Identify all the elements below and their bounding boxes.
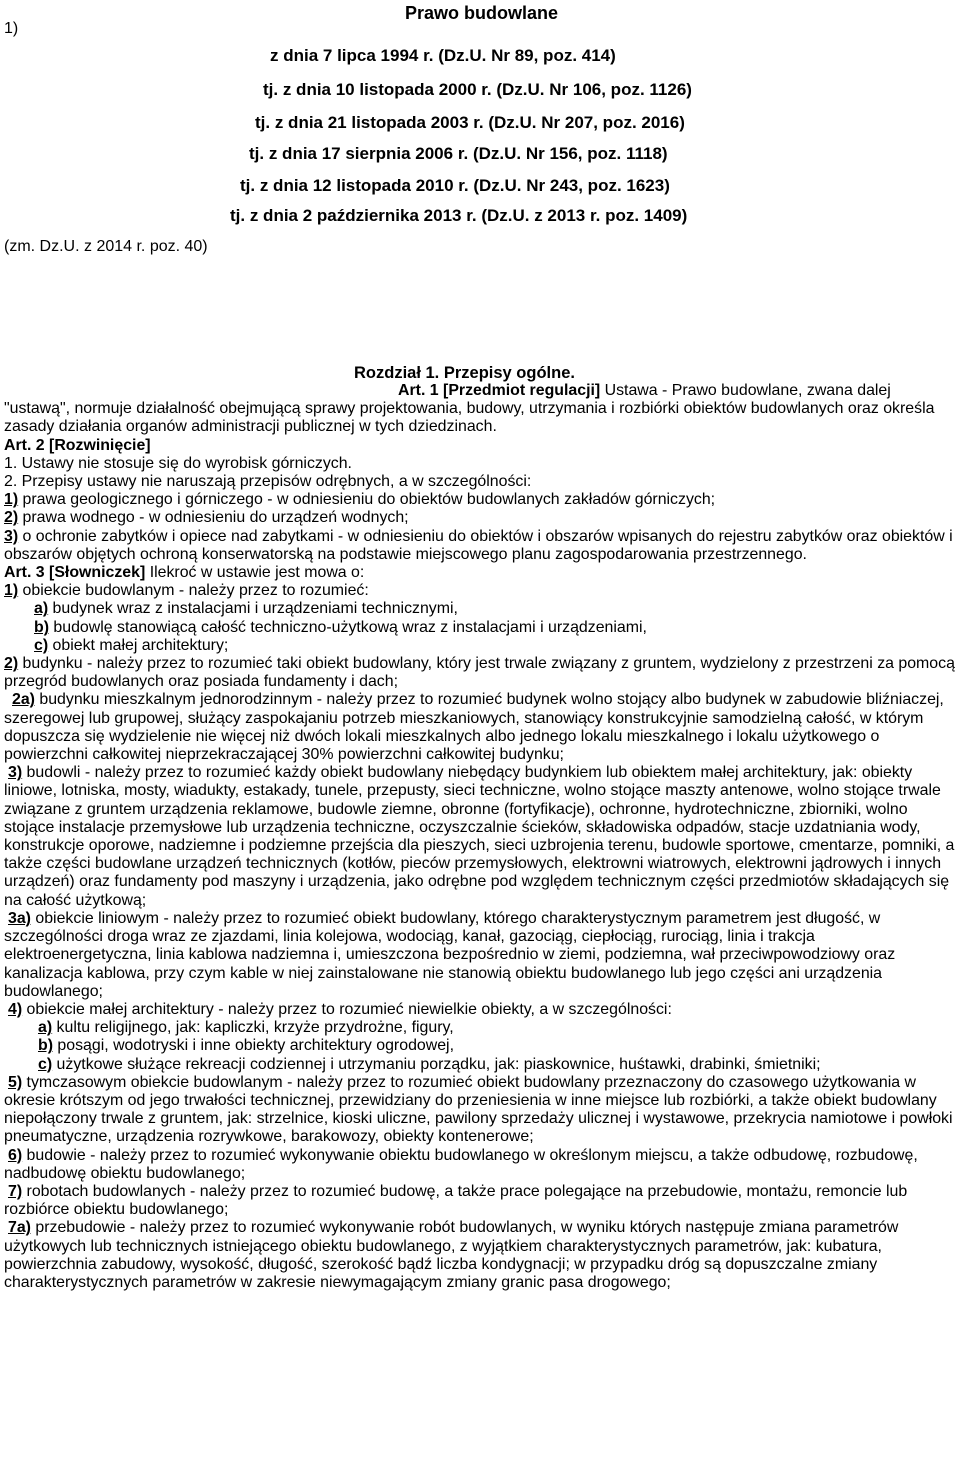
history-line-4: tj. z dnia 17 sierpnia 2006 r. (Dz.U. Nr 156, poz. 1118) bbox=[249, 144, 668, 163]
item-number: c) bbox=[34, 636, 49, 654]
history-line-1: z dnia 7 lipca 1994 r. (Dz.U. Nr 89, poz. 414) bbox=[270, 46, 616, 65]
definition-1 bbox=[4, 582, 956, 600]
item-number: a) bbox=[38, 1019, 53, 1037]
item-text: prawa wodnego - w odniesieniu do urządzeń wodnych; bbox=[18, 509, 409, 527]
item-text: kultu religijnego, jak: kapliczki, krzyże przydrożne, figury, bbox=[52, 1019, 454, 1037]
definition-7 bbox=[4, 1183, 956, 1219]
item-text: o ochronie zabytków i opiece nad zabytkami - w odniesieniu do obiektów i obszarów wpisanych do rejestru zabytków oraz obiektów i obszarów objętych ochroną konserwatorską na podstawie miejscowego planu zagospodarowania przestrzennego. bbox=[4, 527, 953, 563]
amendment-note: (zm. Dz.U. z 2014 r. poz. 40) bbox=[4, 238, 208, 255]
item-text: robotach budowlanych - należy przez to rozumieć budowę, a także prace polegające na przebudowie, montażu, remoncie lub rozbiórce obiektu budowlanego; bbox=[4, 1182, 908, 1219]
definition-2a bbox=[4, 691, 956, 764]
definition-1a bbox=[4, 600, 956, 618]
definition-2 bbox=[4, 655, 956, 691]
item-text: budynku mieszkalnym jednorodzinnym - należy przez to rozumieć budynek wolno stojący albo budynek w zabudowie bliźniaczej, szeregowej lub grupowej, służący zaspokajaniu potrzeb mieszkaniowych, stanowiący konstrukcyjnie samodzielną całość, w którym dopuszcza się wydzielenie nie więcej niż dwóch lokali mieszkalnych albo jednego lokalu mieszkalnego i lokalu użytkowego o powierzchni całkowitej nieprzekraczającej 30% powierzchni całkowitej budynku; bbox=[4, 691, 944, 764]
item-text: budynek wraz z instalacjami i urządzeniami technicznymi, bbox=[48, 600, 458, 618]
definition-4b bbox=[4, 1037, 956, 1055]
history-line-3: tj. z dnia 21 listopada 2003 r. (Dz.U. Nr 207, poz. 2016) bbox=[255, 113, 685, 132]
history-line-2: tj. z dnia 10 listopada 2000 r. (Dz.U. Nr 106, poz. 1126) bbox=[263, 80, 692, 99]
item-number: 1) bbox=[4, 582, 19, 600]
item-text: przebudowie - należy przez to rozumieć wykonywanie robót budowlanych, w wyniku których następuje zmiana parametrów użytkowych lub technicznych istniejącego obiektu budowlanego, z wyjątkiem charakterystycznych parametrów, jak: kubatura, powierzchnia zabudowy, wysokość, długość, szerokość bądź liczba kondygnacji; w przypadku dróg są dopuszczalne zmiany charakterystycznych parametrów w zakresie niewymagającym zmiany granic pasa drogowego; bbox=[4, 1219, 899, 1291]
footnote-marker: 1) bbox=[4, 20, 19, 37]
art-1 bbox=[4, 382, 956, 437]
item-text: budowlę stanowiącą całość techniczno-użytkową wraz z instalacjami i urządzeniami, bbox=[49, 618, 647, 636]
item-text: budowie - należy przez to rozumieć wykonywanie obiektu budowlanego w określonym miejscu, a także odbudowę, rozbudowę, nadbudowę obiektu budowlanego; bbox=[4, 1146, 918, 1182]
art-2-paragraph-2: 2. Przepisy ustawy nie naruszają przepisów odrębnych, a w szczególności: bbox=[4, 473, 532, 491]
definition-5 bbox=[4, 1074, 956, 1147]
definition-4a bbox=[4, 1019, 956, 1037]
item-number: 7) bbox=[8, 1182, 23, 1200]
document-body bbox=[4, 382, 956, 1292]
art-1-label: Art. 1 [Przedmiot regulacji] bbox=[398, 382, 601, 399]
item-text: użytkowe służące rekreacji codziennej i utrzymaniu porządku, jak: piaskownice, huśtawki, drabinki, śmietniki; bbox=[52, 1055, 821, 1073]
art-3 bbox=[4, 564, 956, 582]
definition-6 bbox=[4, 1147, 956, 1183]
item-number: 5) bbox=[8, 1073, 23, 1091]
art-3-intro: Ilekroć w ustawie jest mowa o: bbox=[145, 564, 365, 582]
definition-7a bbox=[4, 1219, 956, 1292]
item-number: b) bbox=[34, 618, 49, 636]
definition-3 bbox=[4, 764, 956, 910]
item-text: obiekcie małej architektury - należy przez to rozumieć niewielkie obiekty, a w szczególności: bbox=[22, 1000, 672, 1018]
item-number: 3) bbox=[4, 527, 19, 545]
item-number: 3a) bbox=[8, 909, 31, 927]
item-number: 2) bbox=[4, 509, 19, 527]
art-2-label: Art. 2 [Rozwinięcie] bbox=[4, 436, 151, 454]
art-1-text: Ustawa - Prawo budowlane, zwana dalej "ustawą", normuje działalność obejmującą sprawy projektowania, budowy, utrzymania i rozbiórki obiektów budowlanych oraz określa zasady działania organów administracji publicznej w tych dziedzinach. bbox=[4, 382, 935, 436]
item-number: c) bbox=[38, 1055, 53, 1073]
definition-4c bbox=[4, 1056, 956, 1074]
item-number: a) bbox=[34, 600, 49, 618]
item-text: tymczasowym obiekcie budowlanym - należy przez to rozumieć obiekt budowlany przeznaczony do czasowego użytkowania w okresie krótszym od jego trwałości technicznej, przewidziany do przeniesienia w inne miejsce lub rozbiórki, a także obiekt budowlany niepołączony trwale z gruntem, jak: strzelnice, kioski uliczne, pawilony sprzedaży ulicznej i wystawowe, przekrycia namiotowe i powłoki pneumatyczne, urządzenia rozrywkowe, barakowozy, obiekty kontenerowe; bbox=[4, 1073, 953, 1146]
item-number: 1) bbox=[4, 491, 19, 509]
document-title: Prawo budowlane bbox=[405, 3, 559, 23]
item-text: posągi, wodotryski i inne obiekty architektury ogrodowej, bbox=[53, 1037, 454, 1055]
item-text: obiekcie liniowym - należy przez to rozumieć obiekt budowlany, którego charakterystycznym parametrem jest długość, w szczególności droga wraz ze zjazdami, linia kolejowa, wodociąg, kanał, gazociąg, ciepłociąg, rurociąg, linia i trakcja elektroenergetyczna, linia kablowa nadziemna i, umieszczona bezpośrednio w ziemi, podziemna, wał przeciwpowodziowy oraz kanalizacja kablowa, przy czym kable w niej zainstalowane nie stanowią obiektu budowlanego lub jego części ani urządzenia budowlanego; bbox=[4, 909, 896, 1000]
item-text: budynku - należy przez to rozumieć taki obiekt budowlany, który jest trwale związany z gruntem, wydzielony z przestrzeni za pomocą przegród budowlanych oraz posiada fundamenty i dach; bbox=[4, 655, 955, 691]
definition-3a bbox=[4, 910, 956, 1001]
item-text: obiekt małej architektury; bbox=[48, 636, 229, 654]
item-number: b) bbox=[38, 1037, 53, 1055]
item-number: 3) bbox=[8, 764, 23, 782]
item-text: budowli - należy przez to rozumieć każdy obiekt budowlany niebędący budynkiem lub obiektem małej architektury, jak: obiekty liniowe, lotniska, mosty, wiadukty, estakady, tunele, przepusty, sieci techniczne, wolno stojące maszty antenowe, wolno stojące trwale związane z gruntem urządzenia reklamowe, budowle ziemne, obronne (fortyfikacje), ochronne, hydrotechniczne, zbiorniki, wolno stojące instalacje przemysłowe lub urządzenia techniczne, oczyszczalnie ścieków, składowiska odpadów, stacje uzdatniania wody, konstrukcje oporowe, nadziemne i podziemne przejścia dla pieszych, sieci uzbrojenia terenu, budowle sportowe, cmentarze, pomniki, a także części budowlane urządzeń technicznych (kotłów, pieców przemysłowych, elektrowni wiatrowych, elektrowni jądrowych i innych urządzeń) oraz fundamenty pod maszyny i urządzenia, jako odrębne pod względem technicznym części przedmiotów składających się na całość użytkową; bbox=[4, 764, 955, 909]
item-number: 6) bbox=[8, 1146, 23, 1164]
history-line-6: tj. z dnia 2 października 2013 r. (Dz.U. z 2013 r. poz. 1409) bbox=[230, 206, 688, 225]
art-2-item-2 bbox=[4, 509, 956, 527]
history-line-5: tj. z dnia 12 listopada 2010 r. (Dz.U. Nr 243, poz. 1623) bbox=[240, 176, 670, 195]
art-2-item-1 bbox=[4, 491, 956, 509]
item-text: prawa geologicznego i górniczego - w odniesieniu do obiektów budowlanych zakładów górniczych; bbox=[18, 491, 716, 509]
definition-1b bbox=[4, 619, 956, 637]
item-number: 2a) bbox=[12, 691, 35, 709]
definition-1c bbox=[4, 637, 956, 655]
item-text: obiekcie budowlanym - należy przez to rozumieć: bbox=[18, 582, 369, 600]
item-number: 2) bbox=[4, 655, 19, 673]
item-number: 4) bbox=[8, 1000, 23, 1018]
art-2-item-3 bbox=[4, 528, 956, 564]
definition-4 bbox=[4, 1001, 956, 1019]
art-2-paragraph-1: 1. Ustawy nie stosuje się do wyrobisk górniczych. bbox=[4, 454, 352, 472]
chapter-heading: Rozdział 1. Przepisy ogólne. bbox=[354, 364, 575, 382]
item-number: 7a) bbox=[8, 1219, 31, 1237]
art-3-label: Art. 3 [Słowniczek] bbox=[4, 564, 146, 582]
